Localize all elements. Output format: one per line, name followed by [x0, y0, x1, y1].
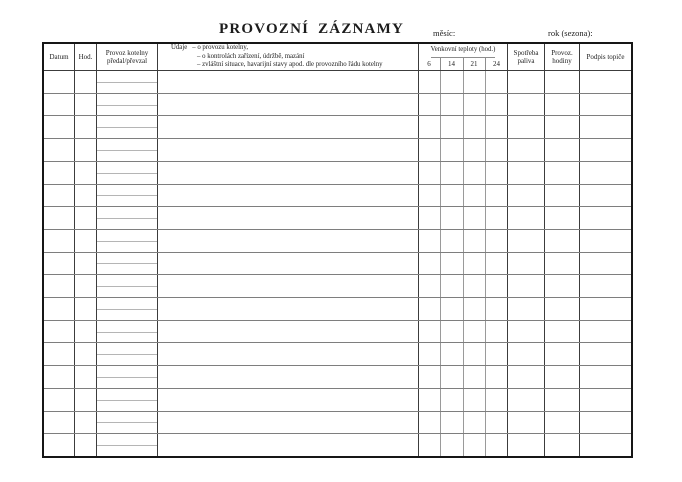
cell-udaje — [158, 298, 419, 320]
cell-udaje — [158, 116, 419, 138]
cell-datum — [44, 434, 75, 456]
cell-udaje — [158, 343, 419, 365]
cell-spotreba-paliva — [508, 162, 545, 184]
cell-spotreba-paliva — [508, 94, 545, 116]
cell-temp-24 — [486, 230, 508, 252]
cell-podpis-topice — [580, 253, 631, 275]
cell-spotreba-paliva — [508, 116, 545, 138]
cell-datum — [44, 343, 75, 365]
cell-provozni-hodiny — [545, 71, 580, 93]
cell-podpis-topice — [580, 207, 631, 229]
cell-hod — [75, 139, 97, 161]
cell-temp-24 — [486, 207, 508, 229]
table-row — [44, 138, 631, 161]
cell-temp-21 — [464, 207, 486, 229]
cell-provoz-kotelny — [97, 275, 158, 297]
cell-provozni-hodiny — [545, 321, 580, 343]
table-row — [44, 93, 631, 116]
cell-udaje — [158, 139, 419, 161]
cell-datum — [44, 94, 75, 116]
table-row — [44, 229, 631, 252]
cell-provoz-kotelny — [97, 412, 158, 434]
cell-hod — [75, 230, 97, 252]
cell-datum — [44, 275, 75, 297]
cell-provoz-kotelny — [97, 366, 158, 388]
cell-udaje — [158, 389, 419, 411]
cell-datum — [44, 230, 75, 252]
page-title: PROVOZNÍ ZÁZNAMY — [219, 21, 404, 37]
cell-datum — [44, 162, 75, 184]
cell-podpis-topice — [580, 275, 631, 297]
cell-spotreba-paliva — [508, 298, 545, 320]
header-venkovni-teploty — [419, 44, 508, 70]
cell-podpis-topice — [580, 298, 631, 320]
cell-provozni-hodiny — [545, 275, 580, 297]
temp-hour-21: 21 — [464, 58, 486, 71]
table-row — [44, 184, 631, 207]
cell-udaje — [158, 185, 419, 207]
cell-spotreba-paliva — [508, 207, 545, 229]
udaje-item-2: – o kontrolách zařízení, údržbě, mazání — [197, 52, 305, 60]
cell-provozni-hodiny — [545, 139, 580, 161]
cell-udaje — [158, 321, 419, 343]
cell-temp-6 — [419, 321, 441, 343]
temp-hour-24: 24 — [493, 59, 500, 68]
cell-datum — [44, 298, 75, 320]
cell-temp-6 — [419, 366, 441, 388]
header-provozni-hodiny: Provoz. hodiny — [545, 44, 580, 70]
table-body — [44, 71, 631, 456]
cell-temp-21 — [464, 71, 486, 93]
cell-provozni-hodiny — [545, 343, 580, 365]
cell-temp-21 — [464, 139, 486, 161]
cell-temp-14 — [441, 185, 464, 207]
cell-datum — [44, 139, 75, 161]
cell-temp-14 — [441, 321, 464, 343]
cell-datum — [44, 185, 75, 207]
cell-hod — [75, 162, 97, 184]
cell-podpis-topice — [580, 116, 631, 138]
temp-hour-14: 14 — [441, 58, 464, 71]
cell-temp-6 — [419, 434, 441, 456]
cell-provozni-hodiny — [545, 162, 580, 184]
cell-hod — [75, 389, 97, 411]
cell-provoz-kotelny — [97, 253, 158, 275]
cell-provoz-kotelny — [97, 139, 158, 161]
cell-podpis-topice — [580, 321, 631, 343]
table-row — [44, 388, 631, 411]
cell-provoz-kotelny — [97, 343, 158, 365]
cell-temp-21 — [464, 185, 486, 207]
cell-provoz-kotelny — [97, 321, 158, 343]
cell-temp-14 — [441, 116, 464, 138]
cell-temp-14 — [441, 253, 464, 275]
cell-hod — [75, 71, 97, 93]
cell-podpis-topice — [580, 94, 631, 116]
cell-provozni-hodiny — [545, 230, 580, 252]
cell-datum — [44, 116, 75, 138]
header-podpis-topice: Podpis topiče — [586, 52, 625, 61]
cell-temp-14 — [441, 412, 464, 434]
cell-temp-6 — [419, 389, 441, 411]
cell-spotreba-paliva — [508, 230, 545, 252]
cell-temp-21 — [464, 343, 486, 365]
cell-temp-14 — [441, 162, 464, 184]
cell-datum — [44, 207, 75, 229]
cell-hod — [75, 298, 97, 320]
table-row — [44, 206, 631, 229]
cell-udaje — [158, 207, 419, 229]
cell-spotreba-paliva — [508, 253, 545, 275]
cell-provoz-kotelny — [97, 207, 158, 229]
table-row — [44, 433, 631, 456]
cell-spotreba-paliva — [508, 366, 545, 388]
cell-temp-6 — [419, 116, 441, 138]
cell-podpis-topice — [580, 162, 631, 184]
cell-hod — [75, 207, 97, 229]
cell-temp-6 — [419, 71, 441, 93]
table-row — [44, 411, 631, 434]
cell-podpis-topice — [580, 139, 631, 161]
temps-group-label: Venkovní teploty (hod.) — [431, 44, 496, 58]
cell-temp-6 — [419, 275, 441, 297]
cell-spotreba-paliva — [508, 412, 545, 434]
cell-podpis-topice — [580, 230, 631, 252]
table-row — [44, 365, 631, 388]
cell-udaje — [158, 71, 419, 93]
cell-temp-24 — [486, 139, 508, 161]
header-hod: Hod. — [75, 44, 97, 70]
table-row — [44, 161, 631, 184]
cell-hod — [75, 434, 97, 456]
cell-temp-21 — [464, 321, 486, 343]
cell-temp-21 — [464, 116, 486, 138]
cell-temp-24 — [486, 275, 508, 297]
temp-hour-6: 6 — [419, 58, 441, 71]
cell-spotreba-paliva — [508, 389, 545, 411]
cell-temp-6 — [419, 185, 441, 207]
cell-datum — [44, 389, 75, 411]
cell-provozni-hodiny — [545, 434, 580, 456]
cell-podpis-topice — [580, 434, 631, 456]
cell-temp-6 — [419, 162, 441, 184]
cell-provozni-hodiny — [545, 207, 580, 229]
cell-temp-21 — [464, 275, 486, 297]
cell-provoz-kotelny — [97, 230, 158, 252]
cell-temp-24 — [486, 434, 508, 456]
header-provoz-kotelny: Provoz kotelny předal/převzal — [97, 44, 158, 70]
udaje-item-1: – o provozu kotelny, — [192, 44, 249, 52]
header-spotreba-paliva: Spotřeba paliva — [508, 44, 545, 70]
cell-spotreba-paliva — [508, 343, 545, 365]
cell-spotreba-paliva — [508, 434, 545, 456]
cell-provoz-kotelny — [97, 94, 158, 116]
cell-temp-21 — [464, 389, 486, 411]
cell-temp-14 — [441, 139, 464, 161]
cell-provozni-hodiny — [545, 185, 580, 207]
table-header-row — [44, 44, 631, 71]
cell-temp-24 — [486, 366, 508, 388]
cell-temp-24 — [486, 71, 508, 93]
cell-temp-21 — [464, 162, 486, 184]
cell-provoz-kotelny — [97, 162, 158, 184]
cell-temp-24 — [486, 321, 508, 343]
cell-temp-21 — [464, 412, 486, 434]
cell-hod — [75, 412, 97, 434]
cell-temp-6 — [419, 412, 441, 434]
cell-provoz-kotelny — [97, 185, 158, 207]
cell-podpis-topice — [580, 343, 631, 365]
cell-provoz-kotelny — [97, 298, 158, 320]
cell-temp-14 — [441, 71, 464, 93]
cell-datum — [44, 366, 75, 388]
cell-temp-21 — [464, 253, 486, 275]
cell-spotreba-paliva — [508, 275, 545, 297]
table-row — [44, 297, 631, 320]
cell-hod — [75, 321, 97, 343]
cell-temp-21 — [464, 94, 486, 116]
operations-log-table — [42, 42, 633, 458]
cell-temp-24 — [486, 162, 508, 184]
cell-podpis-topice — [580, 71, 631, 93]
cell-provozni-hodiny — [545, 253, 580, 275]
cell-temp-21 — [464, 298, 486, 320]
cell-spotreba-paliva — [508, 139, 545, 161]
cell-temp-6 — [419, 139, 441, 161]
table-row — [44, 274, 631, 297]
cell-podpis-topice — [580, 185, 631, 207]
cell-udaje — [158, 412, 419, 434]
cell-spotreba-paliva — [508, 321, 545, 343]
cell-temp-14 — [441, 298, 464, 320]
cell-datum — [44, 71, 75, 93]
cell-provozni-hodiny — [545, 116, 580, 138]
cell-temp-14 — [441, 275, 464, 297]
cell-temp-21 — [464, 230, 486, 252]
cell-temp-14 — [441, 230, 464, 252]
year-season-label: rok (sezona): — [548, 28, 593, 38]
cell-provozni-hodiny — [545, 94, 580, 116]
cell-temp-6 — [419, 298, 441, 320]
cell-hod — [75, 253, 97, 275]
cell-temp-21 — [464, 366, 486, 388]
table-row — [44, 342, 631, 365]
cell-udaje — [158, 275, 419, 297]
table-row — [44, 252, 631, 275]
cell-udaje — [158, 253, 419, 275]
cell-podpis-topice — [580, 389, 631, 411]
cell-temp-14 — [441, 207, 464, 229]
cell-datum — [44, 253, 75, 275]
cell-temp-24 — [486, 94, 508, 116]
cell-provozni-hodiny — [545, 298, 580, 320]
cell-hod — [75, 343, 97, 365]
cell-hod — [75, 275, 97, 297]
cell-temp-6 — [419, 207, 441, 229]
cell-hod — [75, 185, 97, 207]
cell-provozni-hodiny — [545, 389, 580, 411]
cell-temp-21 — [464, 434, 486, 456]
cell-hod — [75, 94, 97, 116]
header-udaje — [158, 44, 419, 70]
cell-udaje — [158, 366, 419, 388]
cell-temp-24 — [486, 389, 508, 411]
cell-temp-6 — [419, 230, 441, 252]
cell-temp-24 — [486, 412, 508, 434]
cell-temp-24 — [486, 343, 508, 365]
cell-temp-24 — [486, 298, 508, 320]
table-row — [44, 71, 631, 93]
cell-provoz-kotelny — [97, 434, 158, 456]
cell-hod — [75, 116, 97, 138]
cell-provozni-hodiny — [545, 366, 580, 388]
cell-provoz-kotelny — [97, 116, 158, 138]
cell-udaje — [158, 94, 419, 116]
cell-temp-24 — [486, 253, 508, 275]
cell-udaje — [158, 434, 419, 456]
cell-datum — [44, 412, 75, 434]
cell-udaje — [158, 162, 419, 184]
cell-podpis-topice — [580, 366, 631, 388]
cell-temp-6 — [419, 94, 441, 116]
cell-provoz-kotelny — [97, 389, 158, 411]
cell-temp-24 — [486, 185, 508, 207]
cell-temp-14 — [441, 366, 464, 388]
cell-spotreba-paliva — [508, 71, 545, 93]
cell-provozni-hodiny — [545, 412, 580, 434]
cell-temp-14 — [441, 343, 464, 365]
cell-temp-6 — [419, 343, 441, 365]
cell-provoz-kotelny — [97, 71, 158, 93]
cell-udaje — [158, 230, 419, 252]
cell-temp-14 — [441, 389, 464, 411]
udaje-item-3: – zvláštní situace, havarijní stavy apod. dle provozního řádu kotelny — [197, 61, 383, 69]
table-row — [44, 320, 631, 343]
cell-podpis-topice — [580, 412, 631, 434]
header-datum: Datum — [44, 44, 75, 70]
month-label: měsíc: — [433, 28, 456, 38]
cell-temp-6 — [419, 253, 441, 275]
cell-temp-14 — [441, 94, 464, 116]
cell-temp-14 — [441, 434, 464, 456]
cell-temp-24 — [486, 116, 508, 138]
cell-hod — [75, 366, 97, 388]
udaje-label: Údaje — [171, 44, 188, 52]
cell-spotreba-paliva — [508, 185, 545, 207]
cell-datum — [44, 321, 75, 343]
table-row — [44, 115, 631, 138]
